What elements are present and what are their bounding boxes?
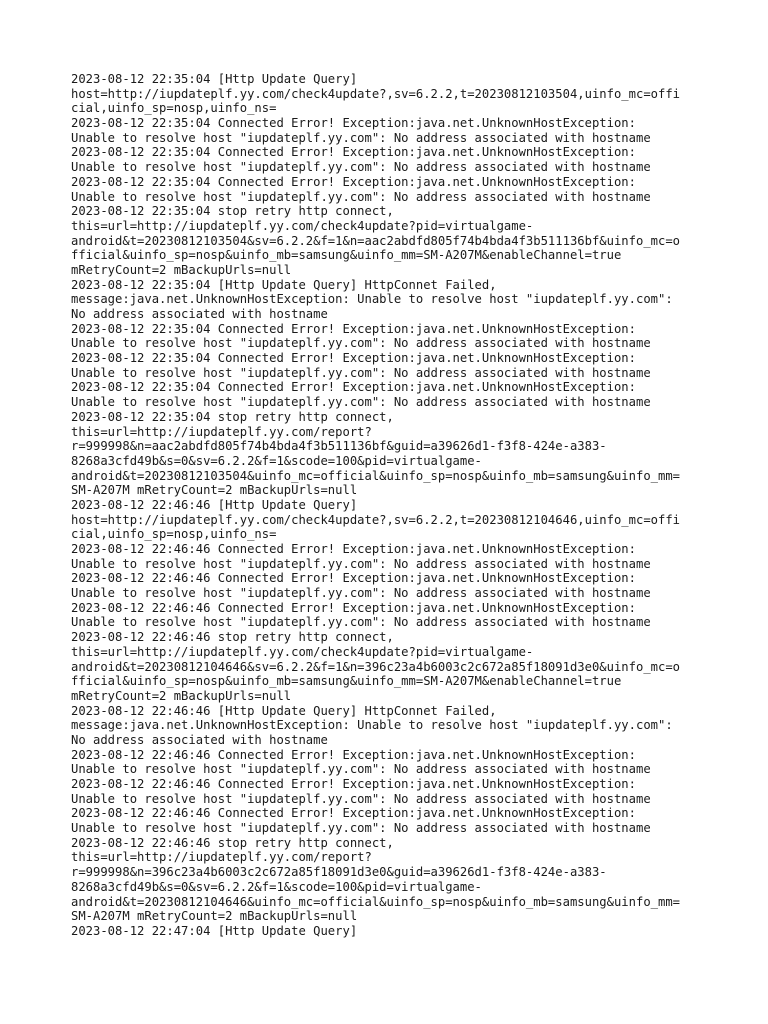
log-line: Unable to resolve host "iupdateplf.yy.com": No address associated with hostname [71, 556, 651, 571]
log-text-body [71, 72, 711, 939]
log-line: android&t=20230812104646&uinfo_mc=official&uinfo_sp=nosp&uinfo_mb=samsung&uinfo_mm= [71, 894, 681, 909]
log-line: mRetryCount=2 mBackupUrls=null [71, 688, 292, 703]
log-line: Unable to resolve host "iupdateplf.yy.com": No address associated with hostname [71, 821, 651, 836]
log-line: 2023-08-12 22:46:46 Connected Error! Exception:java.net.UnknownHostException: [71, 542, 636, 556]
log-line: Unable to resolve host "iupdateplf.yy.com": No address associated with hostname [71, 762, 651, 777]
log-line: Unable to resolve host "iupdateplf.yy.com": No address associated with hostname [71, 395, 651, 410]
log-line: 2023-08-12 22:35:04 [Http Update Query] HttpConnet Failed, [71, 277, 497, 292]
log-line: 2023-08-12 22:46:46 Connected Error! Exception:java.net.UnknownHostException: [71, 777, 636, 791]
log-line: 8268a3cfd49b&s=0&sv=6.2.2&f=1&scode=100&pid=virtualgame- [71, 453, 482, 468]
log-line: android&t=20230812104646&sv=6.2.2&f=1&n=396c23a4b6003c2c672a85f18091d3e0&uinfo_mc=o [71, 659, 681, 674]
log-line: 2023-08-12 22:35:04 [Http Update Query] [71, 72, 358, 86]
log-line: No address associated with hostname [71, 307, 328, 321]
log-line: fficial&uinfo_sp=nosp&uinfo_mb=samsung&uinfo_mm=SM-A207M&enableChannel=true [71, 248, 622, 263]
log-line: r=999998&n=396c23a4b6003c2c672a85f18091d3e0&guid=a39626d1-f3f8-424e-a383- [71, 865, 607, 880]
log-line: 2023-08-12 22:46:46 Connected Error! Exception:java.net.UnknownHostException: [71, 600, 636, 615]
log-line: 2023-08-12 22:35:04 Connected Error! Exception:java.net.UnknownHostException: [71, 116, 636, 131]
log-line: 2023-08-12 22:35:04 Connected Error! Exception:java.net.UnknownHostException: [71, 351, 636, 366]
log-line: message:java.net.UnknownHostException: Unable to resolve host "iupdateplf.yy.com": [71, 292, 673, 307]
log-line: r=999998&n=aac2abdfd805f74b4bda4f3b511136bf&guid=a39626d1-f3f8-424e-a383- [71, 439, 607, 454]
log-line: Unable to resolve host "iupdateplf.yy.com": No address associated with hostname [71, 336, 651, 351]
log-line: 2023-08-12 22:47:04 [Http Update Query] [71, 923, 358, 938]
log-line: SM-A207M mRetryCount=2 mBackupUrls=null [71, 483, 358, 498]
log-line: Unable to resolve host "iupdateplf.yy.com": No address associated with hostname [71, 586, 651, 601]
log-line: 2023-08-12 22:46:46 Connected Error! Exception:java.net.UnknownHostException: [71, 747, 636, 762]
log-line: 2023-08-12 22:35:04 stop retry http connect, [71, 204, 394, 219]
log-line: No address associated with hostname [71, 732, 328, 747]
log-line: 2023-08-12 22:35:04 Connected Error! Exception:java.net.UnknownHostException: [71, 145, 636, 160]
log-line: host=http://iupdateplf.yy.com/check4update?,sv=6.2.2,t=20230812103504,uinfo_mc=offi [71, 86, 681, 101]
log-line: Unable to resolve host "iupdateplf.yy.com": No address associated with hostname [71, 365, 651, 380]
log-line: cial,uinfo_sp=nosp,uinfo_ns= [71, 527, 277, 542]
log-line: Unable to resolve host "iupdateplf.yy.com": No address associated with hostname [71, 160, 651, 175]
log-line: this=url=http://iupdateplf.yy.com/report? [71, 424, 372, 439]
log-line: 2023-08-12 22:46:46 Connected Error! Exception:java.net.UnknownHostException: [71, 806, 636, 821]
log-line: Unable to resolve host "iupdateplf.yy.com": No address associated with hostname [71, 791, 651, 806]
log-line: 2023-08-12 22:46:46 stop retry http connect, [71, 630, 394, 645]
log-line: 2023-08-12 22:35:04 Connected Error! Exception:java.net.UnknownHostException: [71, 380, 636, 395]
log-line: 2023-08-12 22:35:04 Connected Error! Exception:java.net.UnknownHostException: [71, 174, 636, 189]
log-line: host=http://iupdateplf.yy.com/check4update?,sv=6.2.2,t=20230812104646,uinfo_mc=offi [71, 512, 681, 527]
log-line: 2023-08-12 22:46:46 stop retry http connect, [71, 835, 394, 850]
log-line: 8268a3cfd49b&s=0&sv=6.2.2&f=1&scode=100&pid=virtualgame- [71, 879, 482, 894]
log-line: this=url=http://iupdateplf.yy.com/check4update?pid=virtualgame- [71, 218, 534, 233]
log-line: Unable to resolve host "iupdateplf.yy.com": No address associated with hostname [71, 189, 651, 204]
log-line: this=url=http://iupdateplf.yy.com/report? [71, 850, 372, 865]
log-line: cial,uinfo_sp=nosp,uinfo_ns= [71, 101, 277, 116]
log-line: 2023-08-12 22:35:04 stop retry http connect, [71, 409, 394, 424]
log-line: 2023-08-12 22:46:46 [Http Update Query] [71, 497, 358, 512]
log-line: 2023-08-12 22:46:46 Connected Error! Exception:java.net.UnknownHostException: [71, 571, 636, 586]
log-line: android&t=20230812103504&uinfo_mc=official&uinfo_sp=nosp&uinfo_mb=samsung&uinfo_mm= [71, 468, 681, 483]
log-line: Unable to resolve host "iupdateplf.yy.com": No address associated with hostname [71, 615, 651, 630]
log-line: android&t=20230812103504&sv=6.2.2&f=1&n=aac2abdfd805f74b4bda4f3b511136bf&uinfo_mc=o [71, 233, 681, 248]
log-line: fficial&uinfo_sp=nosp&uinfo_mb=samsung&uinfo_mm=SM-A207M&enableChannel=true [71, 674, 622, 689]
log-line: 2023-08-12 22:35:04 Connected Error! Exception:java.net.UnknownHostException: [71, 321, 636, 336]
log-line: SM-A207M mRetryCount=2 mBackupUrls=null [71, 909, 358, 924]
log-line: this=url=http://iupdateplf.yy.com/check4update?pid=virtualgame- [71, 644, 534, 659]
log-line: message:java.net.UnknownHostException: Unable to resolve host "iupdateplf.yy.com": [71, 718, 673, 733]
log-line: Unable to resolve host "iupdateplf.yy.com": No address associated with hostname [71, 130, 651, 145]
log-line: mRetryCount=2 mBackupUrls=null [71, 262, 292, 277]
log-line: 2023-08-12 22:46:46 [Http Update Query] HttpConnet Failed, [71, 703, 497, 718]
